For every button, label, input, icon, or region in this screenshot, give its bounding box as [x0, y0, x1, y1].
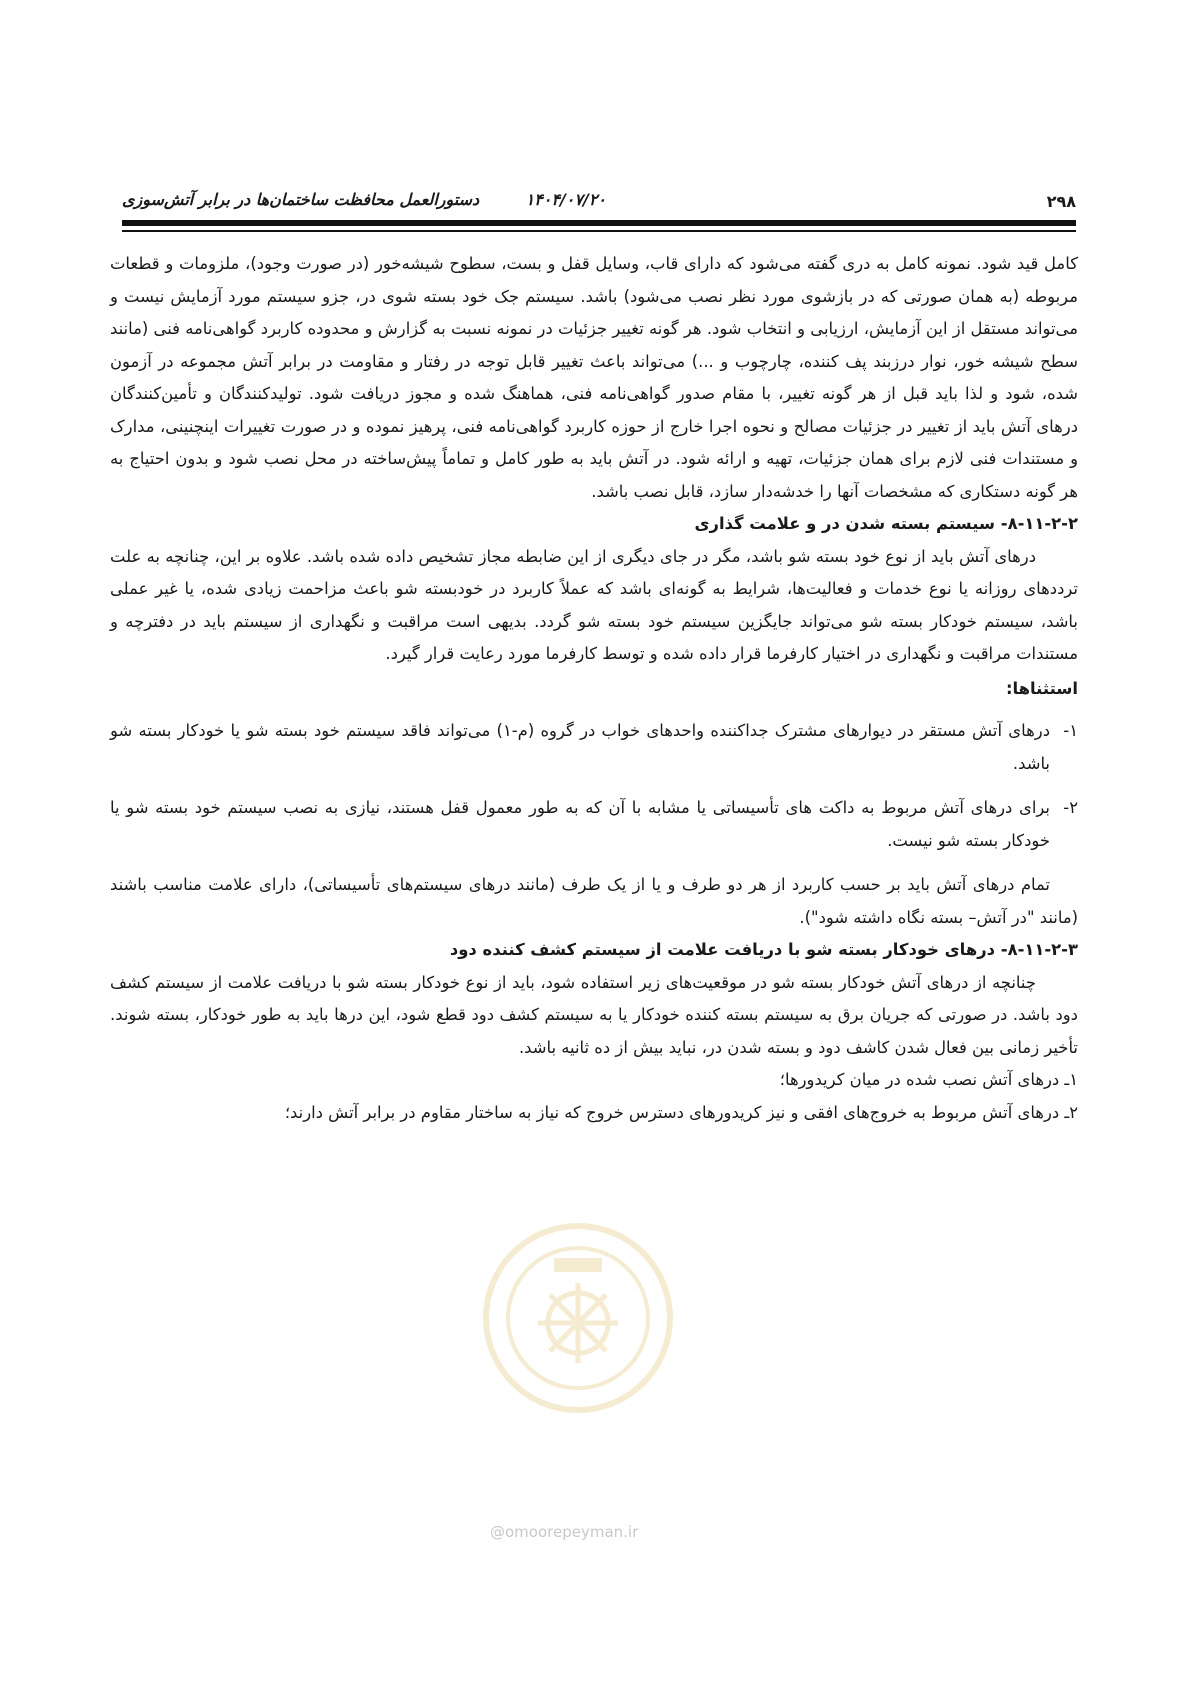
watermark-banner [554, 1258, 602, 1272]
header-title: دستورالعمل محافظت ساختمان‌ها در برابر آتش‌سوزی [122, 190, 480, 209]
watermark-site-text: @omoorepeyman.ir [490, 1523, 639, 1541]
exception-text-1: درهای آتش مستقر در دیوارهای مشترک جداکننده واحدهای خواب در گروه (م-۱) می‌تواند فاقد سیستم خود بسته شو یا خودکار بسته شو باشد. [110, 721, 1050, 773]
exception-number-1: ۱- [1063, 721, 1078, 740]
paragraph-smoke-detection: چنانچه از درهای آتش خودکار بسته شو در موقعیت‌های زیر استفاده شود، باید از نوع خودکار بسته شو با دریافت علامت از سیستم کشف دود باشد. در صورتی که جریان برق به سیستم بسته کننده خودکار یا به سیستم کشف دود قطع شود، این درها باید به طور خودکار، بسته شوند. تأخیر زمانی بین فعال شدن کاشف دود و بسته شدن در، نباید بیش از ده ثانیه باشد. [110, 972, 1078, 1057]
exception-item-1 [110, 715, 1078, 780]
watermark-gear [538, 1283, 618, 1363]
header-rule-thick [122, 220, 1076, 226]
location-item-2: ۲ـ درهای آتش مربوط به خروج‌های افقی و نیز کریدورهای دسترس خروج که نیاز به ساختار مقاوم در برابر آتش دارند؛ [284, 1102, 1078, 1122]
section-heading-smoke-detection: ۸-۱۱-۲-۳- درهای خودکار بسته شو با دریافت علامت از سیستم کشف کننده دود [449, 940, 1078, 959]
paragraph-signage: تمام درهای آتش باید بر حسب کاربرد از هر دو طرف و یا از یک طرف (مانند درهای سیستم‌های تأسیساتی)، دارای علامت مناسب باشند (مانند "در آتش– بسته نگاه داشته شود"). [110, 875, 1078, 927]
exception-item-2 [110, 792, 1078, 857]
exception-text-2: برای درهای آتش مربوط به داکت های تأسیساتی یا مشابه با آن که به طور معمول قفل هستند، نیازی به نصب سیستم خود بسته شو یا خودکار بسته شو نیست. [110, 798, 1050, 850]
exception-number-2: ۲- [1063, 798, 1078, 817]
exceptions-title: استثناها: [1005, 678, 1078, 698]
header-date: ۱۴۰۴/۰۷/۲۰ [525, 190, 606, 209]
header-rule-thin [122, 230, 1076, 232]
page-number: ۲۹۸ [1046, 192, 1076, 211]
watermark-logo [478, 1218, 678, 1418]
location-item-1: ۱ـ درهای آتش نصب شده در میان کریدورها؛ [779, 1070, 1078, 1089]
paragraph-closing-system: درهای آتش باید از نوع خود بسته شو باشد، مگر در جای دیگری از این ضابطه مجاز تشخیص داده شده باشد. علاوه بر این، چنانچه به علت ترددهای روزانه یا نوع خدمات و فعالیت‌ها، شرایط به گونه‌ای باشد که عملاً کاربرد در خودبسته شو باعث مزاحمت زیادی شده، یا غیر عملی باشد، سیستم خودکار بسته شو می‌تواند جایگزین سیستم خود بسته شو گردد. بدیهی است مراقبت و نگهداری از سیستم باید در دفترچه و مستندات مراقبت و نگهداری در اختیار کارفرما قرار داده شده و توسط کارفرما مورد رعایت قرار گیرد. [110, 546, 1078, 663]
paragraph-continuation: کامل قید شود. نمونه کامل به دری گفته می‌شود که دارای قاب، وسایل قفل و بست، سطوح شیشه‌خور (در صورت وجود)، ملزومات و قطعات مربوطه (به همان صورتی که در بازشوی مورد نظر نصب می‌شود) باشد. سیستم جک خود بسته شوی در، جزو سیستم مورد آزمایش نیست و می‌تواند مستقل از این آزمایش، ارزیابی و انتخاب شود. هر گونه تغییر جزئیات در نمونه نسبت به گزارش و محدوده کاربرد گواهی‌نامه فنی (مانند سطح شیشه خور، نوار درزبند پف کننده، چارچوب و ...) می‌تواند باعث تغییر قابل توجه در رفتار و مقاومت در برابر آتش مجموعه در آزمون شده، شود و لذا باید قبل از هر گونه تغییر، با مقام صدور گواهی‌نامه فنی، هماهنگ شده و مجوز دریافت شود. تولیدکنندگان و تأمین‌کنندگان درهای آتش باید از تغییر در جزئیات مصالح و نحوه اجرا خارج از حوزه کاربرد گواهی‌نامه فنی، پرهیز نموده و در صورت تغییرات اینچنینی، مدارک و مستندات فنی لازم برای همان جزئیات، تهیه و ارائه شود. در آتش باید به طور کامل و تماماً پیش‌ساخته در محل نصب شود و بدون احتیاج به هر گونه دستکاری که مشخصات آنها را خدشه‌دار سازد، قابل نصب باشد. [110, 254, 1078, 501]
page-header [122, 186, 1076, 216]
watermark-inner-ring [508, 1248, 648, 1388]
watermark-outer-ring [486, 1226, 670, 1410]
body-text [110, 248, 1078, 1129]
section-heading-closing-system: ۸-۱۱-۲-۲- سیستم بسته شدن در و علامت گذاری [694, 514, 1078, 533]
